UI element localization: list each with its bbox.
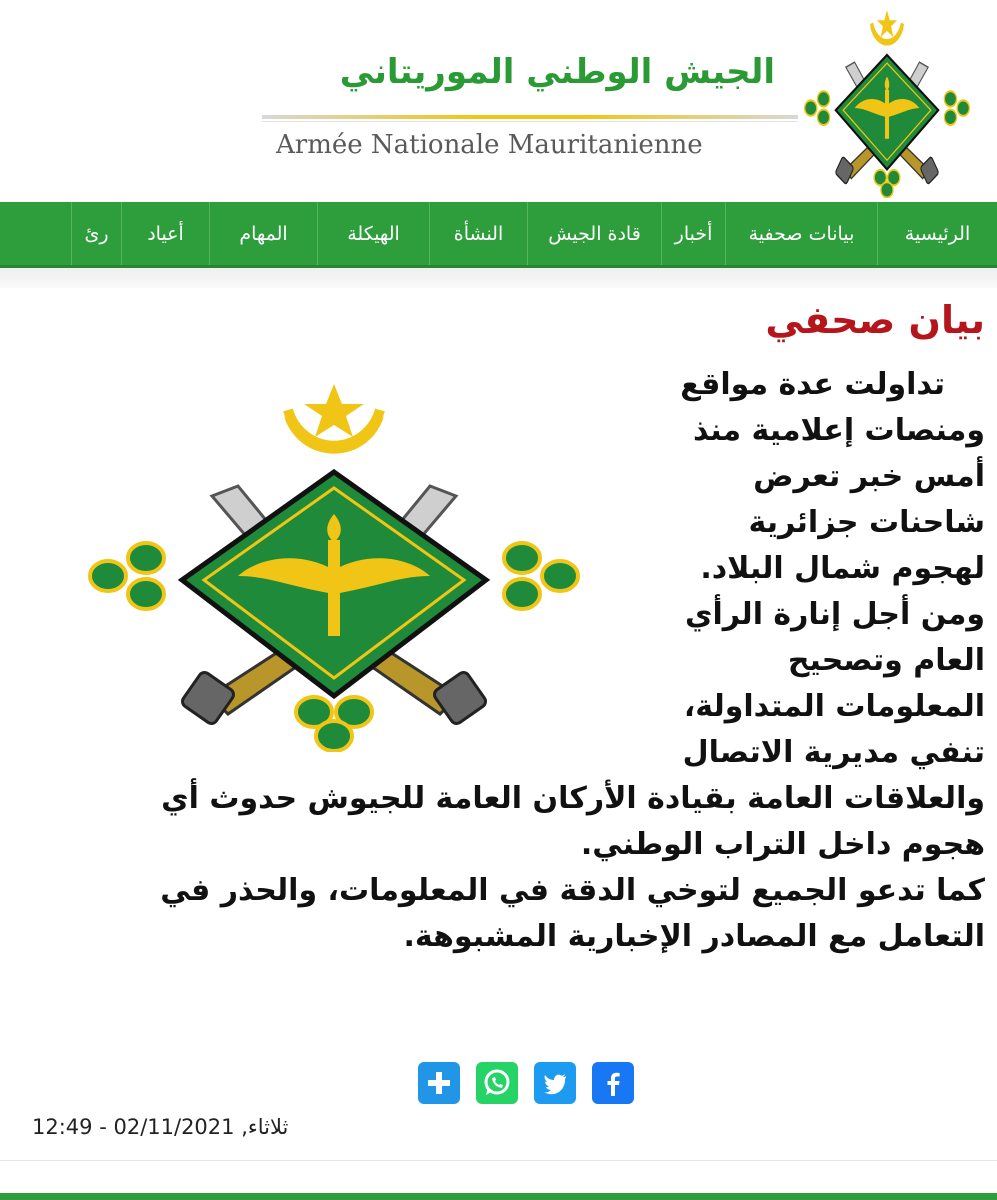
article-line: ومن أجل إنارة الرأي	[684, 597, 985, 632]
add-icon	[426, 1070, 452, 1096]
article-line: والعلاقات العامة بقيادة الأركان العامة للجيوش حدوث أي	[161, 781, 985, 816]
publish-datetime: ثلاثاء, 02/11/2021 - 12:49	[32, 1115, 289, 1139]
nav-shadow-band	[0, 268, 997, 288]
main-nav	[0, 202, 997, 268]
facebook-icon	[600, 1070, 626, 1096]
title-divider	[262, 115, 798, 119]
article-line: أمس خبر تعرض	[753, 459, 985, 494]
facebook-share-button[interactable]	[592, 1062, 634, 1104]
whatsapp-share-button[interactable]	[476, 1062, 518, 1104]
nav-item-0[interactable]: الرئيسية	[877, 202, 997, 265]
article-line: المعلومات المتداولة،	[683, 689, 985, 724]
nav-item-1[interactable]: بيانات صحفية	[725, 202, 877, 265]
page-title: بيان صحفي	[765, 298, 985, 342]
article-line: شاحنات جزائرية	[748, 505, 985, 540]
nav-item-4[interactable]: النشأة	[429, 202, 527, 265]
nav-item-3[interactable]: قادة الجيش	[527, 202, 661, 265]
site-title-french[interactable]: Armée Nationale Mauritanienne	[276, 130, 703, 160]
add-share-button[interactable]	[418, 1062, 460, 1104]
share-buttons	[418, 1062, 634, 1104]
nav-item-2[interactable]: أخبار	[661, 202, 725, 265]
army-logo-icon[interactable]	[804, 8, 970, 198]
nav-item-6[interactable]: المهام	[209, 202, 317, 265]
article-line: العام وتصحيح	[787, 643, 985, 678]
site-title-arabic[interactable]: الجيش الوطني الموريتاني	[339, 52, 775, 92]
twitter-share-button[interactable]	[534, 1062, 576, 1104]
article-body	[55, 362, 985, 960]
title-divider-thin	[262, 121, 798, 122]
site-header	[0, 0, 997, 202]
whatsapp-icon	[482, 1068, 512, 1098]
article-line: ومنصات إعلامية منذ	[692, 413, 985, 448]
twitter-icon	[541, 1069, 569, 1097]
nav-item-7[interactable]: أعياد	[121, 202, 209, 265]
article-line: هجوم داخل التراب الوطني.	[580, 827, 985, 862]
article-line: تنفي مديرية الاتصال	[682, 735, 985, 770]
article-line: لهجوم شمال البلاد.	[700, 551, 985, 586]
article-line: تداولت عدة مواقع	[680, 367, 945, 402]
bottom-accent-line	[0, 1193, 997, 1200]
nav-item-8[interactable]: رئ	[71, 202, 121, 265]
nav-item-5[interactable]: الهيكلة	[317, 202, 429, 265]
article-line: كما تدعو الجميع لتوخي الدقة في المعلومات، والحذر في	[160, 873, 985, 908]
article-line: التعامل مع المصادر الإخبارية المشبوهة.	[403, 919, 985, 954]
